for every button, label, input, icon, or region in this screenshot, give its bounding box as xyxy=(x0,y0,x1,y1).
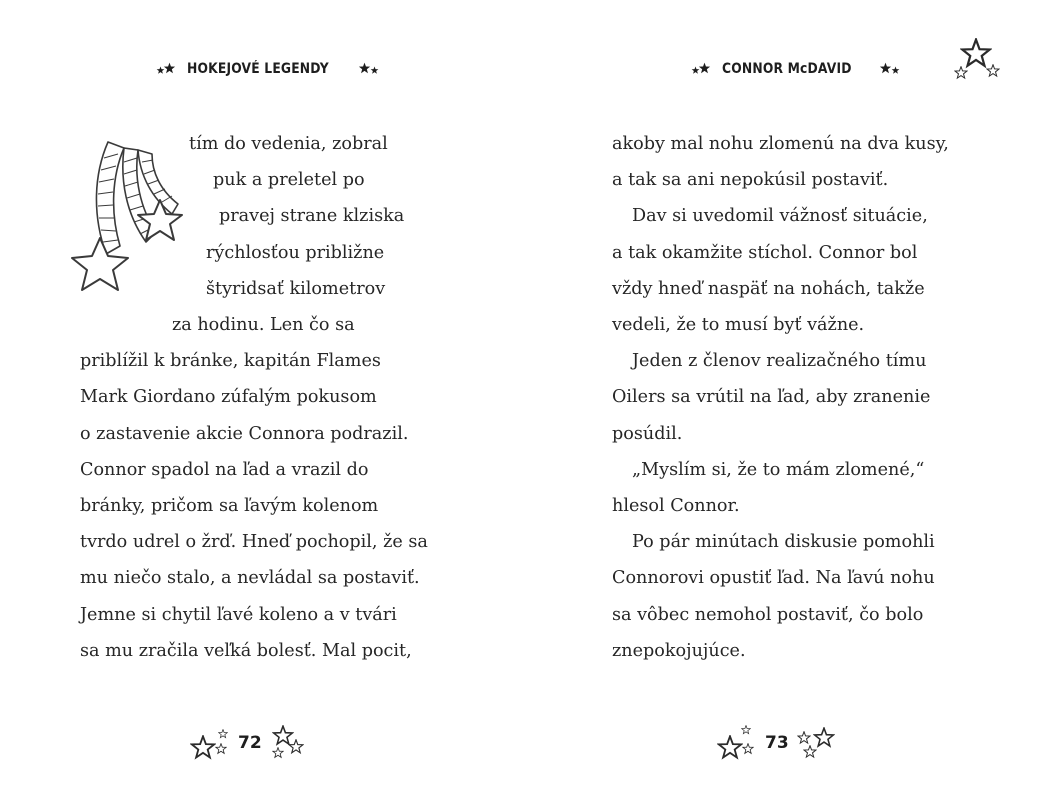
page-number: 72 xyxy=(238,733,262,753)
text-line: Dav si uvedomil vážnosť situácie, xyxy=(632,206,928,227)
text-line: vždy hneď naspäť na nohách, takže xyxy=(612,278,925,299)
text-line: sa vôbec nemohol postaviť, čo bolo xyxy=(612,604,924,625)
text-line: znepokojujúce. xyxy=(612,640,746,661)
text-line: Oilers sa vrútil na ľad, aby zranenie xyxy=(612,387,931,408)
text-line: vedeli, že to musí byť vážne. xyxy=(612,315,865,335)
star-pair-icon xyxy=(155,61,177,77)
star-cluster-icon xyxy=(952,38,1002,86)
text-line: pravej strane klziska xyxy=(219,206,405,227)
text-line: tím do vedenia, zobral xyxy=(189,134,388,154)
text-line: tvrdo udrel o žrď. Hneď pochopil, že sa xyxy=(80,532,428,553)
page-number-right xyxy=(715,718,839,768)
star-cluster-icon xyxy=(188,721,232,765)
text-line: mu niečo stalo, a nevládal sa postaviť. xyxy=(80,568,420,589)
text-line: Connorovi opustiť ľad. Na ľavú nohu xyxy=(612,568,935,589)
text-line: Connor spadol na ľad a vrazil do xyxy=(80,459,369,480)
page-number: 73 xyxy=(765,733,789,753)
page-number-left xyxy=(188,718,312,768)
text-line: posúdil. xyxy=(612,423,683,444)
star-pair-icon xyxy=(879,61,901,77)
text-line: bránky, pričom sa ľavým kolenom xyxy=(80,496,379,516)
text-line: o zastavenie akcie Connora podrazil. xyxy=(80,423,409,444)
text-line: a tak okamžite stíchol. Connor bol xyxy=(612,242,918,263)
text-line: rýchlosťou približne xyxy=(206,242,385,263)
text-line: priblížil k bránke, kapitán Flames xyxy=(80,351,381,372)
text-line: Mark Giordano zúfalým pokusom xyxy=(80,387,377,408)
text-line: „Myslím si, že to mám zlomené,“ xyxy=(632,459,925,480)
text-line: za hodinu. Len čo sa xyxy=(172,315,355,335)
text-line: puk a preletel po xyxy=(213,170,365,191)
text-line: Jemne si chytil ľavé koleno a v tvári xyxy=(80,604,397,625)
text-line: hlesol Connor. xyxy=(612,496,740,516)
star-cluster-icon xyxy=(795,721,839,765)
text-line: a tak sa ani nepokúsil postaviť. xyxy=(612,170,889,191)
text-line: štyridsať kilometrov xyxy=(206,278,386,299)
text-line: Po pár minútach diskusie pomohli xyxy=(632,532,935,553)
star-cluster-icon xyxy=(715,721,759,765)
shooting-stars-icon xyxy=(68,134,192,294)
running-head-left xyxy=(155,57,380,81)
running-head-title: HOKEJOVÉ LEGENDY xyxy=(187,61,329,77)
text-line: Jeden z členov realizačného tímu xyxy=(632,351,927,372)
star-pair-icon xyxy=(358,61,380,77)
star-pair-icon xyxy=(690,61,712,77)
running-head-right xyxy=(690,57,901,81)
running-head-title: CONNOR McDAVID xyxy=(722,61,852,77)
right-page xyxy=(520,0,1040,800)
text-line: akoby mal nohu zlomenú na dva kusy, xyxy=(612,134,949,154)
star-cluster-icon xyxy=(268,721,312,765)
text-line: sa mu zračila veľká bolesť. Mal pocit, xyxy=(80,640,412,661)
